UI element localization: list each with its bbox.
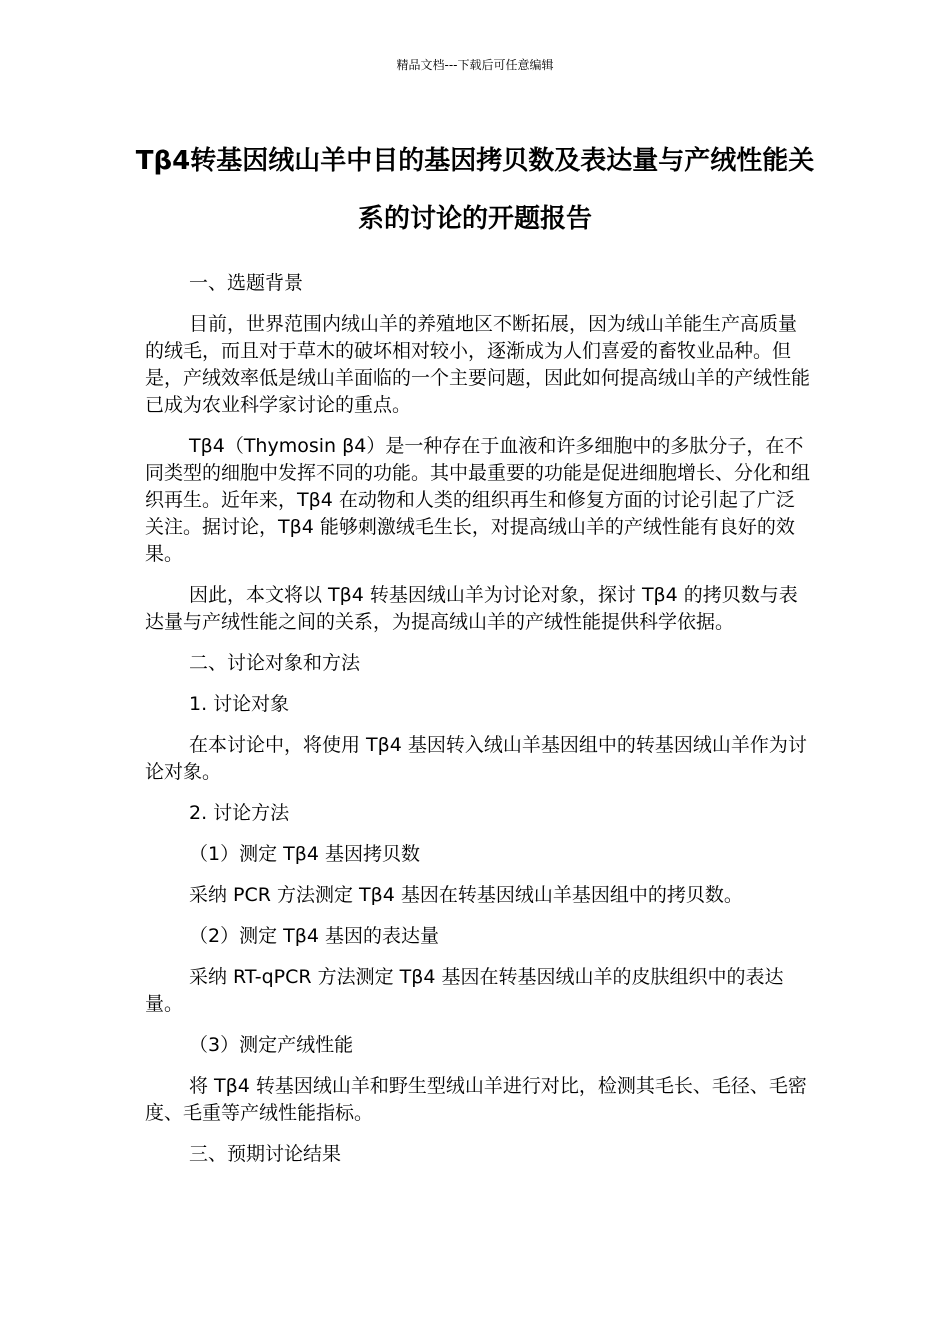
header-note: 精品文档---下载后可任意编辑 [396, 58, 554, 72]
method-item-expression: （2）测定 Tβ4 基因的表达量 [189, 925, 439, 947]
section-heading-background: 一、选题背景 [189, 272, 304, 294]
section-heading-expected-results: 三、预期讨论结果 [189, 1143, 342, 1165]
paragraph-subjects: 在本讨论中，将使用 Tβ4 基因转入绒山羊基因组中的转基因绒山羊作为讨论对象。 [145, 734, 807, 783]
document-body [145, 270, 810, 1182]
paragraph-wool-performance: 将 Tβ4 转基因绒山羊和野生型绒山羊进行对比，检测其毛长、毛径、毛密度、毛重等产绒性能指标。 [145, 1075, 807, 1124]
paragraph-expression: 采纳 RT-qPCR 方法测定 Tβ4 基因在转基因绒山羊的皮肤组织中的表达量。 [145, 966, 784, 1015]
method-item-copy-number: （1）测定 Tβ4 基因拷贝数 [189, 843, 420, 865]
document-title: Tβ4转基因绒山羊中目的基因拷贝数及表达量与产绒性能关系的讨论的开题报告 [135, 146, 815, 234]
paragraph-purpose: 因此，本文将以 Tβ4 转基因绒山羊为讨论对象，探讨 Tβ4 的拷贝数与表达量与产绒性能之间的关系，为提高绒山羊的产绒性能提供科学依据。 [145, 584, 798, 633]
paragraph-background: 目前，世界范围内绒山羊的养殖地区不断拓展，因为绒山羊能生产高质量的绒毛，而且对于草木的破坏相对较小，逐渐成为人们喜爱的畜牧业品种。但是，产绒效率低是绒山羊面临的一个主要问题，因此如何提高绒山羊的产绒性能已成为农业科学家讨论的重点。 [145, 313, 811, 416]
subheading-subjects: 1. 讨论对象 [189, 693, 290, 715]
section-heading-methods: 二、讨论对象和方法 [189, 652, 361, 674]
paragraph-tb4-intro: Tβ4（Thymosin β4）是一种存在于血液和许多细胞中的多肽分子，在不同类型的细胞中发挥不同的功能。其中最重要的功能是促进细胞增长、分化和组织再生。近年来，Tβ4 在动物和人类的组织再生和修复方面的讨论引起了广泛关注。据讨论，Tβ4 能够刺激绒毛生长，对提高绒山羊的产绒性能有良好的效果。 [145, 435, 811, 565]
subheading-methods: 2. 讨论方法 [189, 802, 290, 824]
paragraph-copy-number: 采纳 PCR 方法测定 Tβ4 基因在转基因绒山羊基因组中的拷贝数。 [189, 884, 743, 906]
method-item-wool-performance: （3）测定产绒性能 [189, 1034, 354, 1056]
